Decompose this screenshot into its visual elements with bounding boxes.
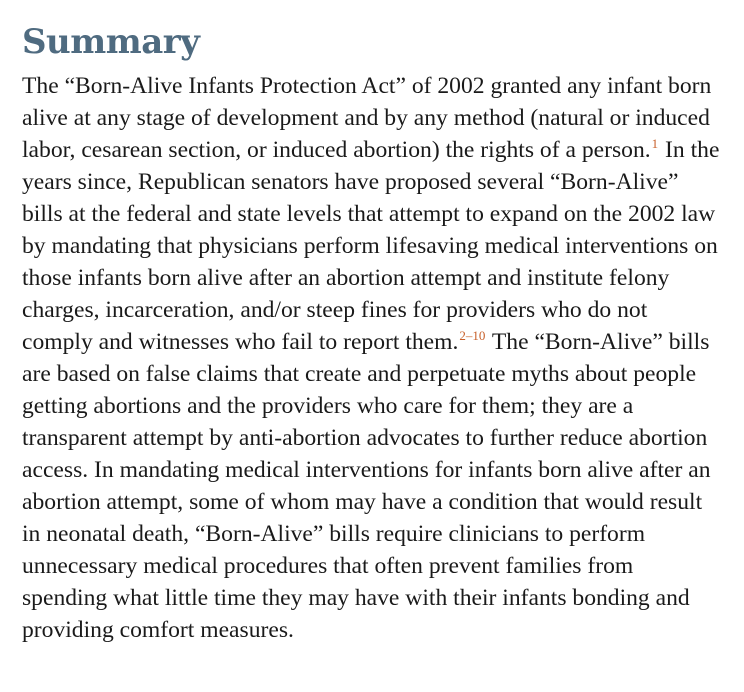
summary-paragraph xyxy=(22,70,722,646)
paragraph-text-1: The “Born-Alive Infants Protection Act” of 2002 granted any infant born alive at any stage of development and by any method (natural or induced labor, cesarean section, or induced abortion) the rights of a person. xyxy=(22,73,712,163)
paragraph-text-2: In the years since, Republican senators have proposed several “Born-Alive” bills at the federal and state levels that attempt to expand on the 2002 law by mandating that physicians perform lifesaving medical interventions on those infants born alive after an abortion attempt and institute felony charges, incarceration, and/or steep fines for providers who do not comply and witnesses who fail to report them. xyxy=(22,137,720,355)
paragraph-text-3: The “Born-Alive” bills are based on false claims that create and perpetuate myths about people getting abortions and the providers who care for them; they are a transparent attempt by anti-abortion advocates to further reduce abortion access. In mandating medical interventions for infants born alive after an abortion attempt, some of whom may have a condition that would result in neonatal death, “Born-Alive” bills require clinicians to perform unnecessary medical procedures that often prevent families from spending what little time they may have with their infants bonding and providing comfort measures. xyxy=(22,329,711,643)
reference-2-10[interactable]: 2–10 xyxy=(459,328,486,343)
section-heading: Summary xyxy=(22,22,200,62)
summary-section xyxy=(22,20,722,646)
reference-1[interactable]: 1 xyxy=(651,136,659,151)
